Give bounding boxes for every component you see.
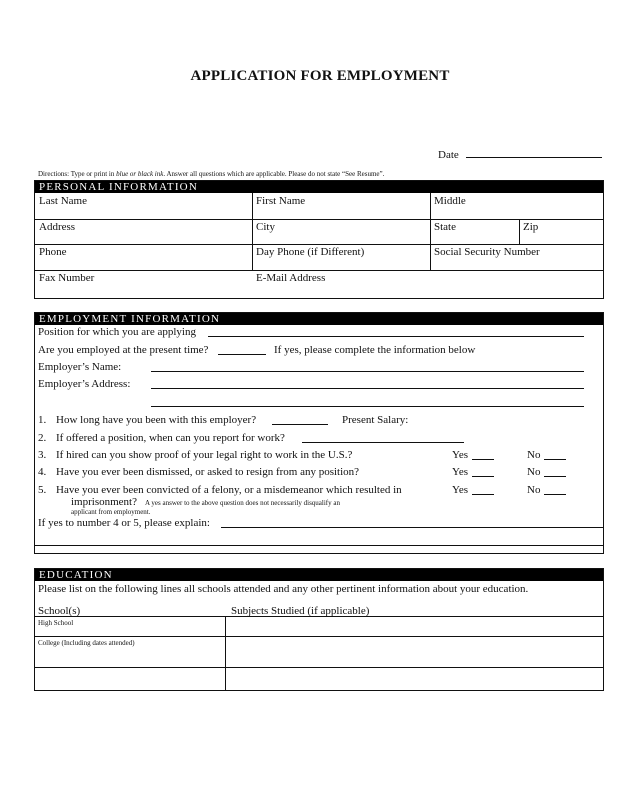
question-5-yes-label: Yes [452, 484, 469, 496]
question-1-text: How long have you been with this employer? [56, 414, 257, 426]
zip-field[interactable]: Zip [523, 221, 539, 233]
question-4-text: Have you ever been dismissed, or asked to resign from any position? [56, 466, 360, 478]
college-label: College (Including dates attended) [38, 639, 135, 647]
employer-address-label: Employer’s Address: [38, 378, 131, 390]
email-field[interactable]: E-Mail Address [256, 272, 326, 284]
position-label: Position for which you are applying [38, 326, 196, 338]
explain-label: If yes to number 4 or 5, please explain: [38, 517, 210, 529]
question-3-yes-label: Yes [452, 449, 469, 461]
question-2-number: 2. [38, 432, 47, 444]
employment-information-heading: EMPLOYMENT INFORMATION [35, 313, 603, 325]
question-1-number: 1. [38, 414, 47, 426]
directions-text [38, 170, 384, 178]
employment-information-section [34, 312, 604, 554]
question-5-note: A yes answer to the above question does not necessarily disqualify an [145, 499, 340, 507]
question-4-yes-input[interactable] [472, 476, 494, 477]
employed-now-input-line[interactable] [218, 354, 266, 355]
address-field[interactable]: Address [39, 221, 76, 233]
directions-ink: blue or black ink [116, 170, 164, 178]
row-divider [35, 219, 603, 220]
employer-name-input-line[interactable] [151, 371, 584, 372]
employer-address-input-line[interactable] [151, 388, 584, 389]
question-5-text: Have you ever been convicted of a felony, or a misdemeanor which resulted in [56, 484, 402, 496]
employed-now-label: Are you employed at the present time? [38, 344, 209, 356]
question-4-no-input[interactable] [544, 476, 566, 477]
position-input-line[interactable] [208, 336, 584, 337]
col-divider [519, 219, 520, 244]
date-label: Date [438, 149, 459, 161]
date-field[interactable] [438, 147, 602, 161]
question-3-number: 3. [38, 449, 47, 461]
question-2-text: If offered a position, when can you report for work? [56, 432, 285, 444]
ssn-field[interactable]: Social Security Number [434, 246, 540, 258]
question-1-input-line[interactable] [272, 424, 328, 425]
employer-name-label: Employer’s Name: [38, 361, 122, 373]
question-3-no-input[interactable] [544, 459, 566, 460]
question-5-text-2: imprisonment? [71, 496, 137, 508]
question-3-text: If hired can you show proof of your legal right to work in the U.S.? [56, 449, 353, 461]
fax-field[interactable]: Fax Number [39, 272, 95, 284]
education-heading: EDUCATION [35, 569, 603, 581]
high-school-label: High School [38, 619, 74, 627]
col-divider [225, 616, 226, 690]
page-title: APPLICATION FOR EMPLOYMENT [190, 68, 450, 84]
subjects-column-header: Subjects Studied (if applicable) [231, 605, 370, 617]
city-field[interactable]: City [256, 221, 275, 233]
middle-field[interactable]: Middle [434, 195, 466, 207]
explain-input-line[interactable] [221, 527, 603, 528]
row-divider [35, 244, 603, 245]
date-line [466, 147, 602, 158]
question-5-number: 5. [38, 484, 47, 496]
question-3-yes-input[interactable] [472, 459, 494, 460]
employer-address-input-line-2[interactable] [151, 406, 584, 407]
row-divider [35, 616, 603, 617]
personal-information-heading: PERSONAL INFORMATION [35, 181, 603, 193]
row-divider [35, 636, 603, 637]
question-5-yes-input[interactable] [472, 494, 494, 495]
first-name-field[interactable]: First Name [256, 195, 306, 207]
if-yes-note: If yes, please complete the information below [274, 344, 476, 356]
explain-input-line-2[interactable] [35, 545, 603, 546]
phone-field[interactable]: Phone [39, 246, 67, 258]
row-divider [35, 270, 603, 271]
school-column-header: School(s) [38, 605, 81, 617]
question-4-yes-label: Yes [452, 466, 469, 478]
question-3-no-label: No [527, 449, 541, 461]
question-5-no-input[interactable] [544, 494, 566, 495]
education-intro: Please list on the following lines all schools attended and any other pertinent information about your education. [38, 583, 529, 595]
last-name-field[interactable]: Last Name [39, 195, 87, 207]
present-salary-label: Present Salary: [342, 414, 409, 426]
question-5-no-label: No [527, 484, 541, 496]
day-phone-field[interactable]: Day Phone (if Different) [256, 246, 365, 258]
col-divider [252, 193, 253, 270]
question-4-number: 4. [38, 466, 47, 478]
col-divider [430, 193, 431, 270]
directions-prefix: Directions: Type or print in [38, 170, 117, 178]
state-field[interactable]: State [434, 221, 456, 233]
row-divider [35, 667, 603, 668]
education-section [34, 568, 604, 691]
directions-suffix: . Answer all questions which are applicable. Please do not state “See Resume”. [163, 170, 385, 178]
question-5-note-2: applicant from employment. [71, 508, 151, 516]
personal-information-section [34, 180, 604, 299]
question-4-no-label: No [527, 466, 541, 478]
question-2-input-line[interactable] [302, 442, 464, 443]
